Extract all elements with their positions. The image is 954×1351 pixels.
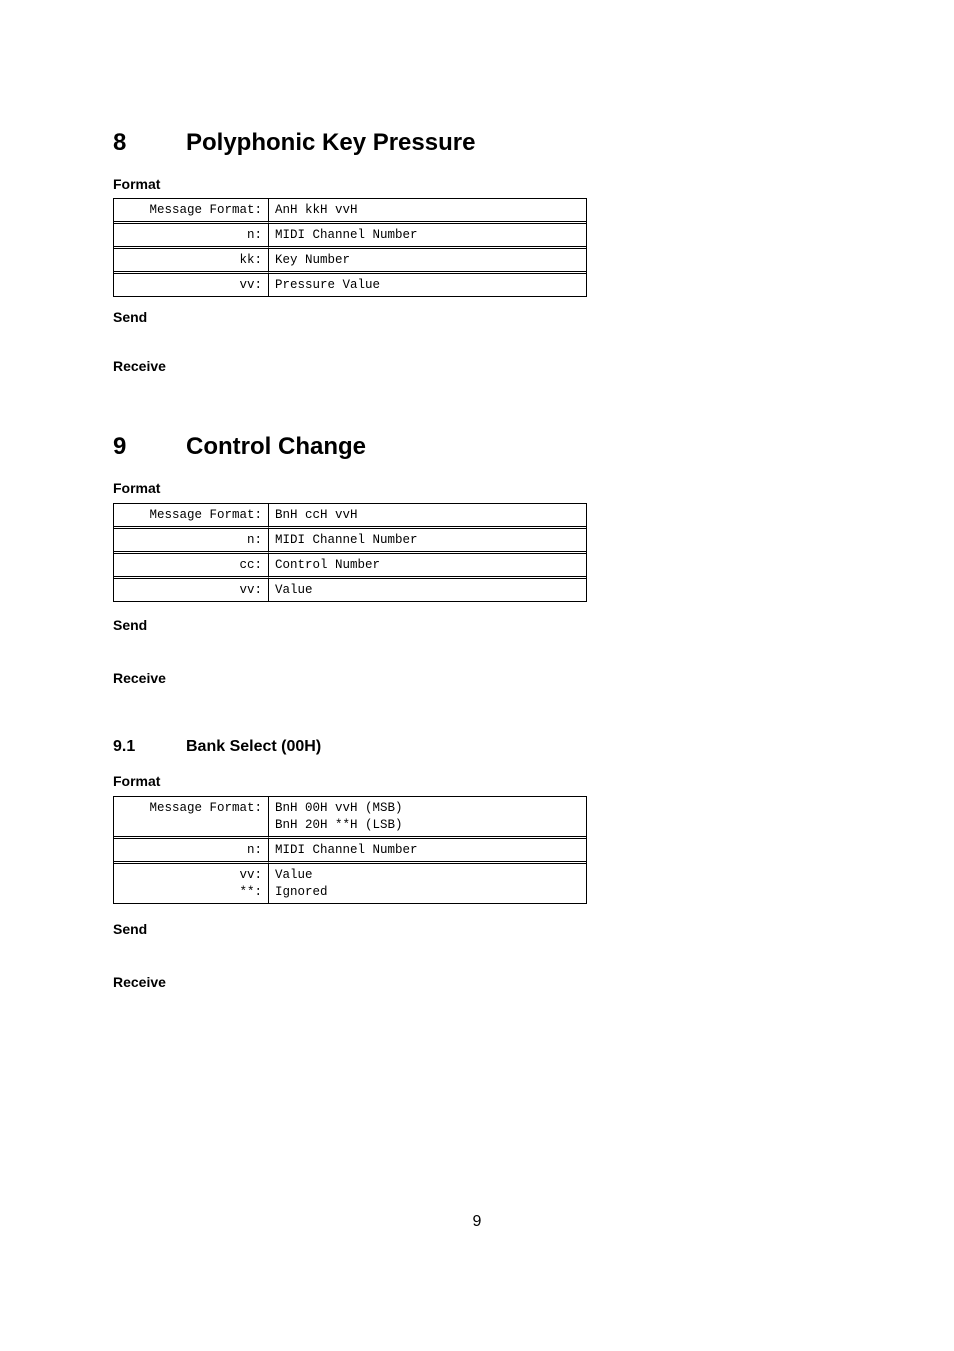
- table-row: [114, 861, 586, 903]
- format-key: n:: [114, 526, 269, 551]
- section-9-send-label: Send: [113, 617, 148, 633]
- section-9-1-format-table: [113, 796, 587, 904]
- section-9-heading: [113, 433, 366, 461]
- section-8-format-label: Format: [113, 176, 161, 192]
- table-row: [114, 796, 586, 836]
- table-row: [114, 526, 586, 551]
- section-8-heading: [113, 129, 475, 157]
- section-9-1-heading: [113, 737, 321, 757]
- format-key: n:: [114, 836, 269, 861]
- format-value: Value: [269, 576, 586, 601]
- format-value: Key Number: [269, 246, 586, 271]
- format-value: Control Number: [269, 551, 586, 576]
- section-9-1-title: Bank Select (00H): [186, 738, 322, 755]
- table-row: [114, 576, 586, 601]
- format-key: Message Format:: [114, 796, 269, 836]
- format-key: vv:: [114, 576, 269, 601]
- section-8-send-label: Send: [113, 309, 148, 325]
- section-8-title: Polyphonic Key Pressure: [186, 129, 476, 156]
- format-value: Value Ignored: [269, 861, 586, 903]
- section-9-1-format-label: Format: [113, 773, 161, 789]
- table-row: [114, 221, 586, 246]
- section-9-receive-label: Receive: [113, 670, 166, 686]
- format-value: BnH ccH vvH: [269, 503, 586, 526]
- format-value: MIDI Channel Number: [269, 526, 586, 551]
- table-row: [114, 198, 586, 221]
- format-key: n:: [114, 221, 269, 246]
- section-9-1-number: 9.1: [113, 738, 136, 755]
- section-9-number: 9: [113, 433, 127, 460]
- format-value: MIDI Channel Number: [269, 836, 586, 861]
- format-key: Message Format:: [114, 198, 269, 221]
- table-row: [114, 271, 586, 296]
- section-8-receive-label: Receive: [113, 358, 166, 374]
- section-9-format-label: Format: [113, 480, 161, 496]
- section-8-number: 8: [113, 129, 127, 156]
- format-value: MIDI Channel Number: [269, 221, 586, 246]
- table-row: [114, 836, 586, 861]
- page-number: 9: [472, 1213, 482, 1230]
- format-key: vv:: [114, 271, 269, 296]
- format-value: AnH kkH vvH: [269, 198, 586, 221]
- section-9-1-receive-label: Receive: [113, 974, 166, 990]
- section-9-format-table: [113, 503, 587, 602]
- format-value: Pressure Value: [269, 271, 586, 296]
- section-8-format-table: [113, 198, 587, 297]
- table-row: [114, 503, 586, 526]
- format-key: cc:: [114, 551, 269, 576]
- format-value: BnH 00H vvH (MSB) BnH 20H **H (LSB): [269, 796, 586, 836]
- table-row: [114, 551, 586, 576]
- format-key: kk:: [114, 246, 269, 271]
- table-row: [114, 246, 586, 271]
- format-key: Message Format:: [114, 503, 269, 526]
- format-key: vv: **:: [114, 861, 269, 903]
- section-9-title: Control Change: [186, 433, 366, 460]
- section-9-1-send-label: Send: [113, 921, 148, 937]
